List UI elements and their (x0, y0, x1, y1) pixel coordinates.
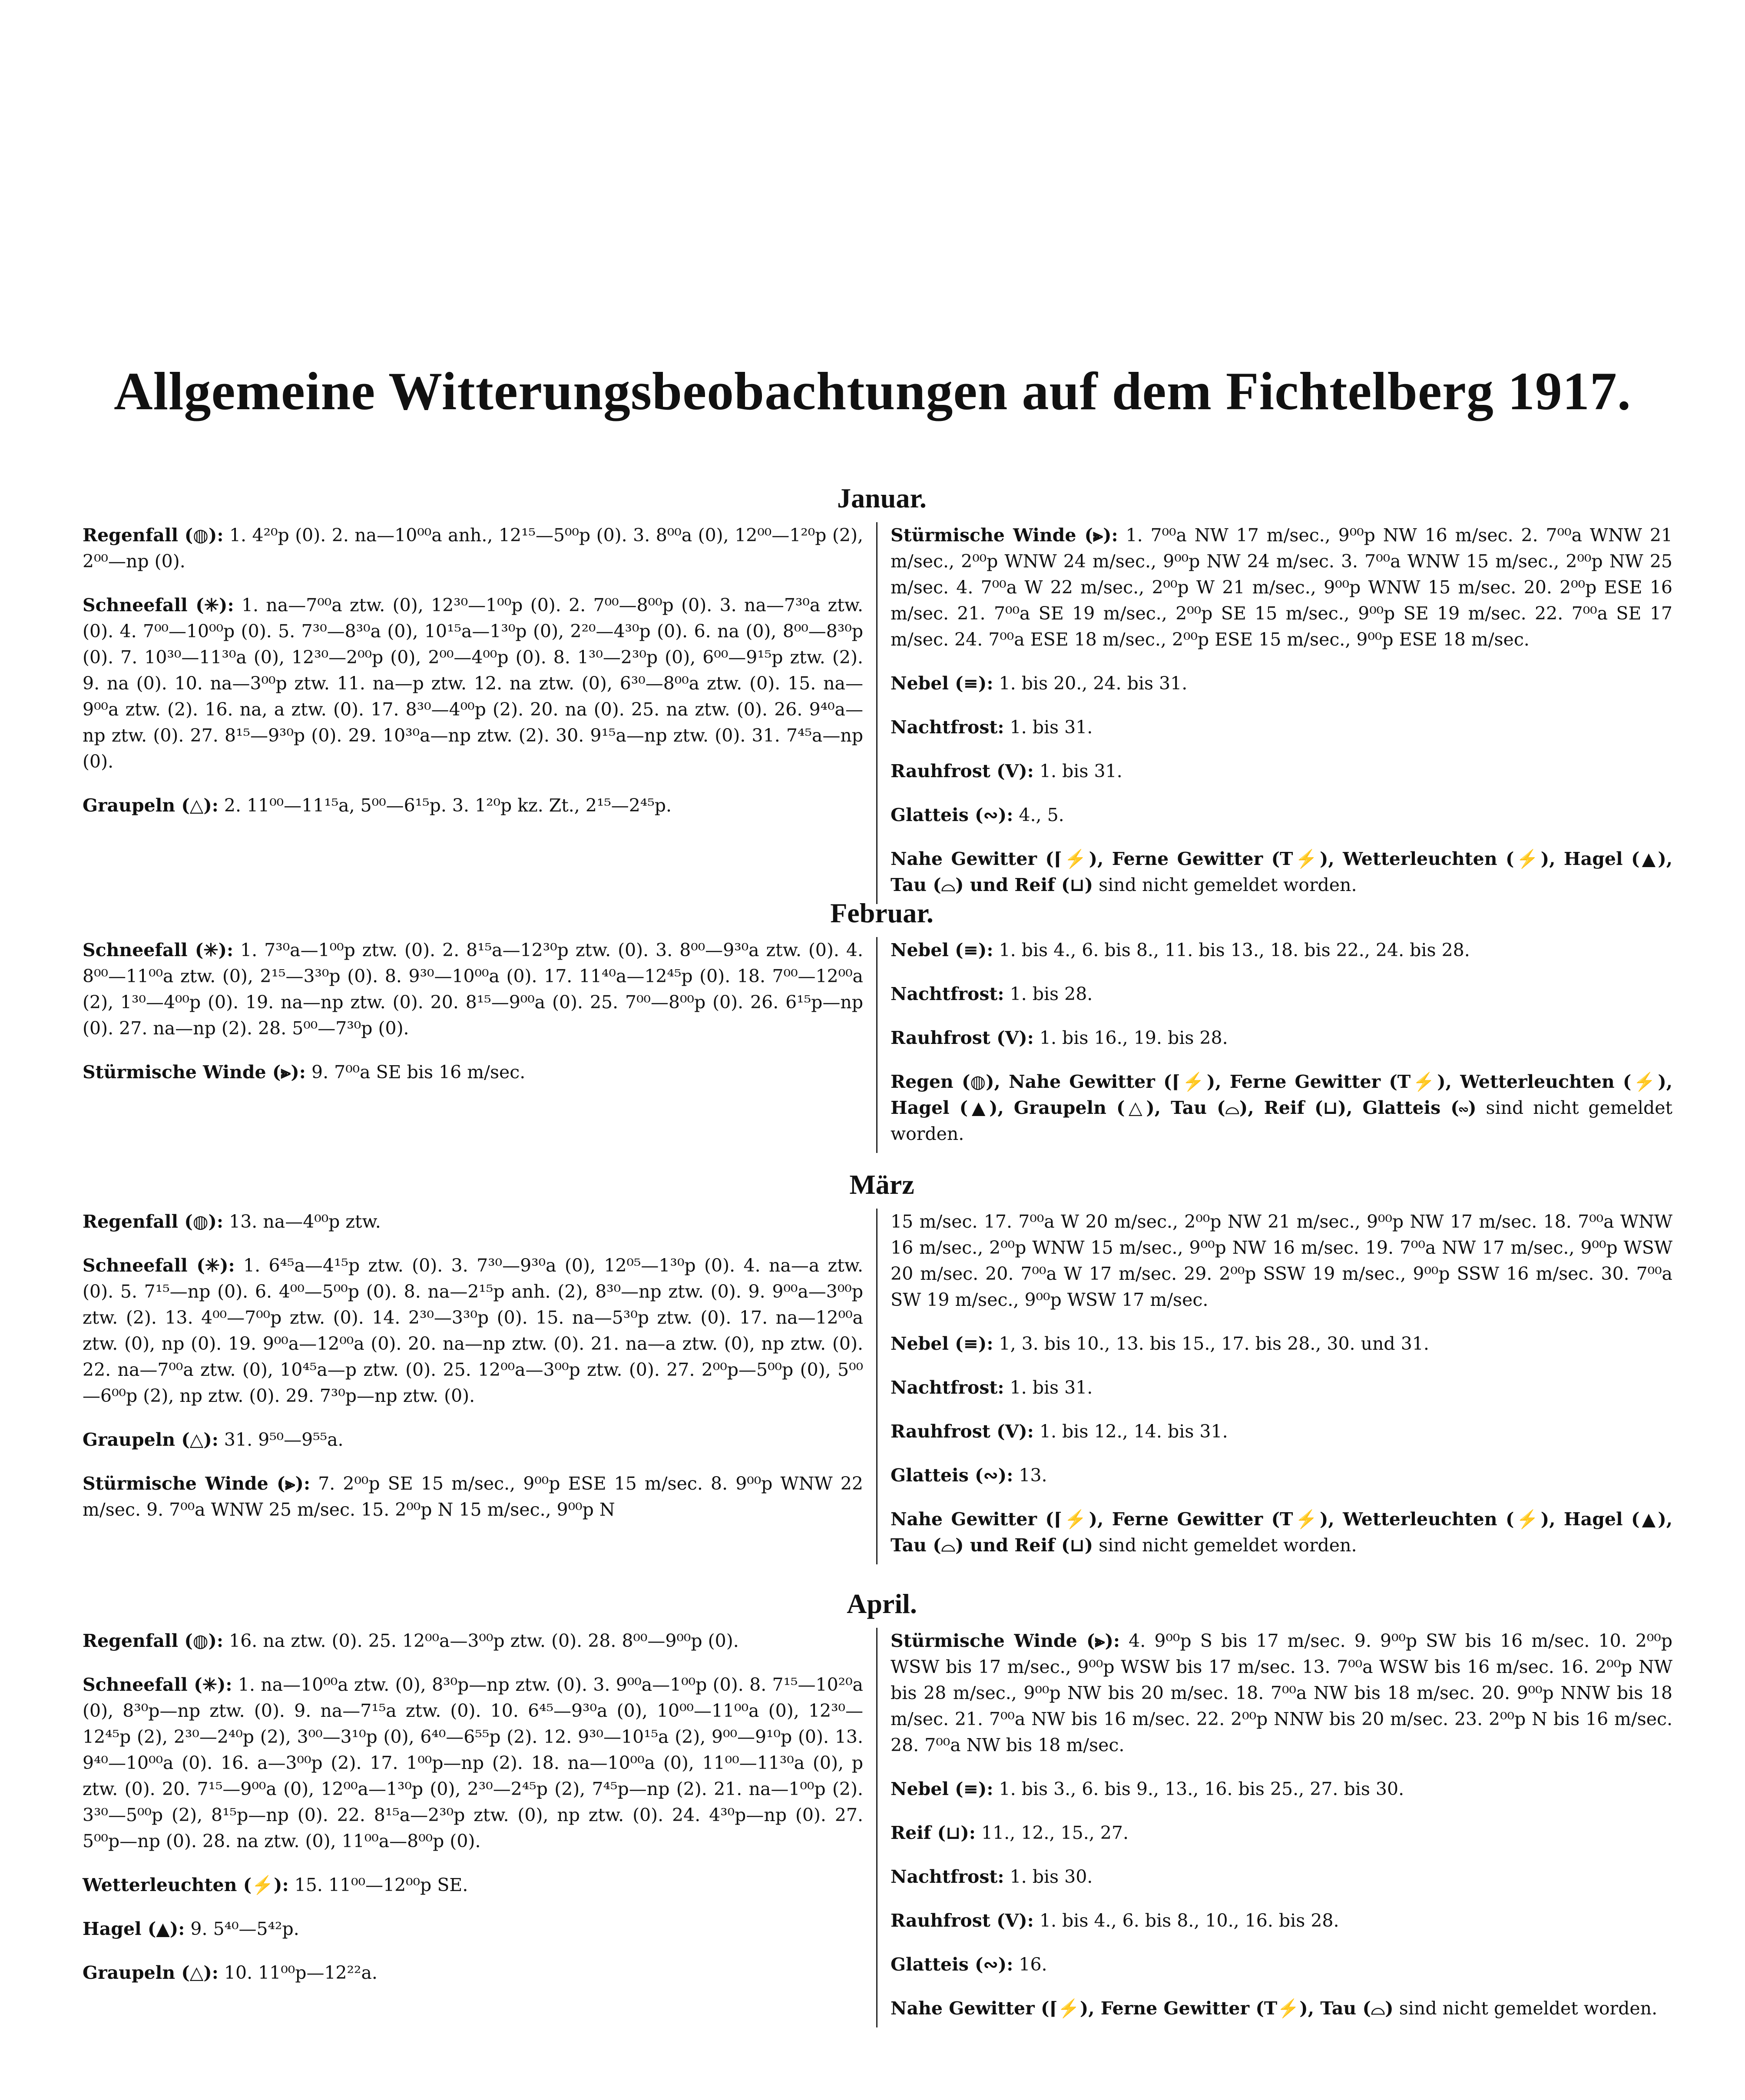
entry (891, 1209, 1672, 1313)
entry-label: Schneefall (✳): (83, 595, 234, 616)
left-column (83, 522, 877, 904)
entry-text: 1. bis 31. (1010, 1377, 1093, 1398)
entry-label: Glatteis (∾): (891, 1954, 1013, 1975)
entry-text: 15 m/sec. 17. 7⁰⁰a W 20 m/sec., 2⁰⁰p NW 21 m/sec., 9⁰⁰p NW 17 m/sec. 18. 7⁰⁰a WNW 16 m/sec., 2⁰⁰p WNW 15 m/sec., 9⁰⁰p NW 16 m/sec. 19. 7⁰⁰a NW 17 m/sec., 9⁰⁰p WSW 20 m/sec. 20. 7⁰⁰a W 17 m/sec. 29. 2⁰⁰p SSW 19 m/sec., 9⁰⁰p SSW 16 m/sec. 30. 7⁰⁰a SW 19 m/sec., 9⁰⁰p WSW 17 m/sec. (891, 1211, 1672, 1310)
left-column (83, 937, 877, 1153)
entry-label: Nachtfrost: (891, 1866, 1004, 1887)
entry-text: 1. bis 28. (1010, 984, 1093, 1004)
entry (83, 1872, 863, 1898)
entry (83, 1427, 863, 1453)
entry (891, 714, 1672, 740)
entry-text: 1. bis 4., 6. bis 8., 10., 16. bis 28. (1039, 1910, 1339, 1931)
entry-label: Nachtfrost: (891, 1377, 1004, 1398)
entry-label: Rauhfrost (V): (891, 1910, 1034, 1931)
entry-label: Rauhfrost (V): (891, 1027, 1034, 1048)
entry-text: 1. bis 4., 6. bis 8., 11. bis 13., 18. bis 22., 24. bis 28. (999, 940, 1470, 961)
entry-label: Nahe Gewitter (⌈⚡), Ferne Gewitter (T⚡), Tau (⌓) (891, 1998, 1394, 2019)
entry-label: Nahe Gewitter (⌈⚡), Ferne Gewitter (T⚡), Wetterleuchten (⚡), Hagel (▲), Tau (⌓) und Reif (⊔) (891, 1509, 1672, 1556)
month-section-januar (83, 482, 1681, 904)
entry-text: 11., 12., 15., 27. (981, 1822, 1129, 1843)
month-title: April. (847, 1588, 917, 1619)
entry-text: 1, 3. bis 10., 13. bis 15., 17. bis 28., 30. und 31. (999, 1333, 1429, 1354)
entry-label: Graupeln (△): (83, 1962, 219, 1983)
entry-label: Wetterleuchten (⚡): (83, 1875, 289, 1895)
entry-label: Regenfall (◍): (83, 1211, 224, 1232)
entry-text: 2. 11⁰⁰—11¹⁵a, 5⁰⁰—6¹⁵p. 3. 1²⁰p kz. Zt., 2¹⁵—2⁴⁵p. (224, 795, 672, 816)
entry-label: Schneefall (✳): (83, 1255, 235, 1276)
entry-text: 1. 7⁰⁰a NW 17 m/sec., 9⁰⁰p NW 16 m/sec. 2. 7⁰⁰a WNW 21 m/sec., 2⁰⁰p WNW 24 m/sec., 9⁰⁰p NW 24 m/sec. 3. 7⁰⁰a WNW 15 m/sec., 2⁰⁰p NW 25 m/sec. 4. 7⁰⁰a W 22 m/sec., 2⁰⁰p W 21 m/sec., 9⁰⁰p WNW 15 m/sec. 20. 2⁰⁰p ESE 16 m/sec. 21. 7⁰⁰a SE 19 m/sec., 2⁰⁰p SE 15 m/sec., 9⁰⁰p SE 19 m/sec. 22. 7⁰⁰a SE 17 m/sec. 24. 7⁰⁰a ESE 18 m/sec., 2⁰⁰p ESE 15 m/sec., 9⁰⁰p ESE 18 m/sec. (891, 525, 1672, 650)
entry (83, 1059, 863, 1085)
entry-label: Stürmische Winde (⫸): (83, 1062, 306, 1083)
entry (891, 1820, 1672, 1846)
entry (891, 1995, 1672, 2021)
entry-label: Schneefall (✳): (83, 1674, 232, 1695)
entry (83, 1672, 863, 1854)
entry-text: 1. bis 3., 6. bis 9., 13., 16. bis 25., 27. bis 30. (999, 1779, 1404, 1799)
entry-text: 4., 5. (1019, 805, 1064, 825)
entry-label: Nebel (≡): (891, 1333, 993, 1354)
entry-text: 1. bis 16., 19. bis 28. (1039, 1027, 1228, 1048)
entry-label: Glatteis (∾): (891, 805, 1013, 825)
entry (891, 1864, 1672, 1890)
entry-label: Nahe Gewitter (⌈⚡), Ferne Gewitter (T⚡), Wetterleuchten (⚡), Hagel (▲), Tau (⌓) und Reif (⊔) (891, 848, 1672, 895)
entry (83, 1960, 863, 1986)
entry (83, 1209, 863, 1235)
entry-text: 1. 7³⁰a—1⁰⁰p ztw. (0). 2. 8¹⁵a—12³⁰p ztw. (0). 3. 8⁰⁰—9³⁰a ztw. (0). 4. 8⁰⁰—11⁰⁰a ztw. (0), 2¹⁵—3³⁰p (0). 8. 9³⁰—10⁰⁰a (0). 17. 11⁴⁰a—12⁴⁵p (0). 18. 7⁰⁰—12⁰⁰a (2), 1³⁰—4⁰⁰p (0). 19. na—np ztw. (0). 20. 8¹⁵—9⁰⁰a (0). 25. 7⁰⁰—8⁰⁰p (0). 26. 6¹⁵p—np (0). 27. na—np (2). 28. 5⁰⁰—7³⁰p (0). (83, 940, 863, 1039)
right-column (877, 937, 1672, 1153)
entry (891, 1628, 1672, 1758)
entry-text: 15. 11⁰⁰—12⁰⁰p SE. (294, 1875, 468, 1895)
entry-text: 1. bis 20., 24. bis 31. (999, 673, 1188, 694)
entry-text: 16. na ztw. (0). 25. 12⁰⁰a—3⁰⁰p ztw. (0). 28. 8⁰⁰—9⁰⁰p (0). (229, 1630, 739, 1651)
entry-label: Nachtfrost: (891, 984, 1004, 1004)
page-title: Allgemeine Witterungsbeobachtungen auf dem Fichtelberg 1917. (114, 361, 1631, 421)
entry (83, 522, 863, 574)
entry (891, 1462, 1672, 1488)
entry (891, 981, 1672, 1007)
month-section-februar (83, 897, 1681, 1153)
entry-text: 1. na—7⁰⁰a ztw. (0), 12³⁰—1⁰⁰p (0). 2. 7⁰⁰—8⁰⁰p (0). 3. na—7³⁰a ztw. (0). 4. 7⁰⁰—10⁰⁰p (0). 5. 7³⁰—8³⁰a (0), 10¹⁵a—1³⁰p (0), 2²⁰—4³⁰p (0). 6. na (0), 8⁰⁰—8³⁰p (0). 7. 10³⁰—11³⁰a (0), 12³⁰—2⁰⁰p (0), 2⁰⁰—4⁰⁰p (0). 8. 1³⁰—2³⁰p (0), 6⁰⁰—9¹⁵p ztw. (2). 9. na (0). 10. na—3⁰⁰p ztw. 11. na—p ztw. 12. na ztw. (0), 6³⁰—8⁰⁰a ztw. (0). 15. na—9⁰⁰a ztw. (2). 16. na, a ztw. (0). 17. 8³⁰—4⁰⁰p (2). 20. na (0). 25. na ztw. (0). 26. 9⁴⁰a—np ztw. (0). 27. 8¹⁵—9³⁰p (0). 29. 10³⁰a—np ztw. (2). 30. 9¹⁵a—np ztw. (0). 31. 7⁴⁵a—np (0). (83, 595, 863, 772)
left-column (83, 1209, 877, 1564)
month-title: Februar. (830, 898, 934, 928)
entry-text: 1. na—10⁰⁰a ztw. (0), 8³⁰p—np ztw. (0). 3. 9⁰⁰a—1⁰⁰p (0). 8. 7¹⁵—10²⁰a (0), 8³⁰p—np ztw. (0). 9. na—7¹⁵a ztw. (0). 10. 6⁴⁵—9³⁰a (0), 10⁰⁰—11⁰⁰a (0), 12³⁰—12⁴⁵p (2), 2³⁰—2⁴⁰p (2), 3⁰⁰—3¹⁰p (0), 6⁴⁰—6⁵⁵p (2). 12. 9³⁰—10¹⁵a (2), 9⁰⁰—9¹⁰p (0). 13. 9⁴⁰—10⁰⁰a (0). 16. a—3⁰⁰p (2). 17. 1⁰⁰p—np (2). 18. na—10⁰⁰a (0), 11⁰⁰—11³⁰a (0), p ztw. (0). 20. 7¹⁵—9⁰⁰a (0), 12⁰⁰a—1³⁰p (0), 2³⁰—2⁴⁵p (2), 7⁴⁵p—np (2). 21. na—1⁰⁰p (2). 3³⁰—5⁰⁰p (2), 8¹⁵p—np (0). 22. 8¹⁵a—2³⁰p ztw. (0), np ztw. (0). 24. 4³⁰p—np (0). 27. 5⁰⁰p—np (0). 28. na ztw. (0), 11⁰⁰a—8⁰⁰p (0). (83, 1674, 863, 1852)
entry (83, 1916, 863, 1942)
month-title: Januar. (837, 483, 927, 513)
month-title: März (849, 1169, 914, 1200)
entry-text: sind nicht gemeldet worden. (891, 1097, 1672, 1144)
entry (891, 670, 1672, 696)
entry (891, 1908, 1672, 1934)
entry (83, 937, 863, 1041)
entry-label: Reif (⊔): (891, 1822, 976, 1843)
entry-text: 7. 2⁰⁰p SE 15 m/sec., 9⁰⁰p ESE 15 m/sec. 8. 9⁰⁰p WNW 22 m/sec. 9. 7⁰⁰a WNW 25 m/sec. 15. 2⁰⁰p N 15 m/sec., 9⁰⁰p N (83, 1473, 863, 1520)
entry (891, 758, 1672, 784)
entry-label: Hagel (▲): (83, 1918, 185, 1939)
entry-label: Stürmische Winde (⫸): (891, 1630, 1120, 1651)
entry (891, 802, 1672, 828)
entry (891, 1776, 1672, 1802)
entry-text: sind nicht gemeldet worden. (1099, 874, 1357, 895)
entry-text: 4. 9⁰⁰p S bis 17 m/sec. 9. 9⁰⁰p SW bis 16 m/sec. 10. 2⁰⁰p WSW bis 17 m/sec., 9⁰⁰p WSW bis 17 m/sec. 13. 7⁰⁰a WSW bis 16 m/sec. 16. 2⁰⁰p NW bis 28 m/sec., 9⁰⁰p NW bis 20 m/sec. 18. 7⁰⁰a NW bis 18 m/sec. 20. 9⁰⁰p NNW bis 18 m/sec. 21. 7⁰⁰a NW bis 16 m/sec. 22. 2⁰⁰p NNW bis 20 m/sec. 23. 2⁰⁰p N bis 16 m/sec. 28. 7⁰⁰a NW bis 18 m/sec. (891, 1630, 1672, 1756)
entry-label: Nachtfrost: (891, 717, 1004, 738)
entry-label: Glatteis (∾): (891, 1465, 1013, 1486)
entry-label: Graupeln (△): (83, 795, 219, 816)
entry-text: 1. bis 31. (1010, 717, 1093, 738)
entry-text: 1. bis 12., 14. bis 31. (1039, 1421, 1228, 1442)
entry-label: Nebel (≡): (891, 940, 993, 961)
entry-text: 1. 6⁴⁵a—4¹⁵p ztw. (0). 3. 7³⁰—9³⁰a (0), 12⁰⁵—1³⁰p (0). 4. na—a ztw. (0). 5. 7¹⁵—np (0). 6. 4⁰⁰—5⁰⁰p (0). 8. na—2¹⁵p anh. (2), 8³⁰—np ztw. (0). 9. 9⁰⁰a—3⁰⁰p ztw. (2). 13. 4⁰⁰—7⁰⁰p ztw. (0). 14. 2³⁰—3³⁰p (0). 15. na—5³⁰p ztw. (0). 17. na—12⁰⁰a ztw. (0), np (0). 19. 9⁰⁰a—12⁰⁰a (0). 20. na—np ztw. (0). 21. na—a ztw. (0), np ztw. (0). 22. na—7⁰⁰a ztw. (0), 10⁴⁵a—p ztw. (0). 25. 12⁰⁰a—3⁰⁰p ztw. (0). 27. 2⁰⁰p—5⁰⁰p (0), 5⁰⁰—6⁰⁰p (2), np ztw. (0). 29. 7³⁰p—np ztw. (0). (83, 1255, 863, 1406)
entry (891, 846, 1672, 898)
entry-label: Rauhfrost (V): (891, 761, 1034, 782)
left-column (83, 1628, 877, 2027)
entry-text: 9. 7⁰⁰a SE bis 16 m/sec. (311, 1062, 526, 1083)
entry-text: 1. bis 31. (1039, 761, 1122, 782)
entry (891, 1951, 1672, 1977)
entry-label: Regenfall (◍): (83, 525, 224, 546)
right-column (877, 1628, 1672, 2027)
entry-label: Nebel (≡): (891, 1779, 993, 1799)
entry-label: Stürmische Winde (⫸): (83, 1473, 311, 1494)
entry (83, 1252, 863, 1409)
month-section-maerz (83, 1169, 1681, 1564)
entry (891, 1375, 1672, 1401)
entry-label: Graupeln (△): (83, 1429, 219, 1450)
entry (891, 1418, 1672, 1444)
entry (891, 937, 1672, 963)
right-column (877, 1209, 1672, 1564)
entry-text: 9. 5⁴⁰—5⁴²p. (190, 1918, 299, 1939)
entry-text: 13. (1019, 1465, 1047, 1486)
entry (891, 522, 1672, 653)
entry (83, 592, 863, 775)
entry (83, 792, 863, 818)
entry (891, 1506, 1672, 1558)
entry (891, 1069, 1672, 1147)
entry-text: sind nicht gemeldet worden. (1099, 1535, 1357, 1556)
entry-label: Rauhfrost (V): (891, 1421, 1034, 1442)
entry-text: 31. 9⁵⁰—9⁵⁵a. (224, 1429, 344, 1450)
entry-text: 16. (1019, 1954, 1047, 1975)
entry (891, 1331, 1672, 1357)
entry-text: 1. bis 30. (1010, 1866, 1093, 1887)
entry-text: sind nicht gemeldet worden. (1399, 1998, 1658, 2019)
entry-label: Regen (◍), Nahe Gewitter (⌈⚡), Ferne Gewitter (T⚡), Wetterleuchten (⚡), Hagel (▲), Graupeln (△), Tau (⌓), Reif (⊔), Glatteis (∾) (891, 1071, 1672, 1118)
entry-label: Nebel (≡): (891, 673, 993, 694)
month-section-april (83, 1588, 1681, 2027)
entry (83, 1471, 863, 1523)
entry-text: 1. 4²⁰p (0). 2. na—10⁰⁰a anh., 12¹⁵—5⁰⁰p (0). 3. 8⁰⁰a (0), 12⁰⁰—1²⁰p (2), 2⁰⁰—np (0). (83, 525, 863, 572)
entry-text: 13. na—4⁰⁰p ztw. (229, 1211, 381, 1232)
entry-text: 10. 11⁰⁰p—12²²a. (224, 1962, 377, 1983)
right-column (877, 522, 1672, 904)
entry-label: Schneefall (✳): (83, 940, 234, 961)
entry (83, 1628, 863, 1654)
entry-label: Regenfall (◍): (83, 1630, 224, 1651)
entry-label: Stürmische Winde (⫸): (891, 525, 1118, 546)
entry (891, 1025, 1672, 1051)
